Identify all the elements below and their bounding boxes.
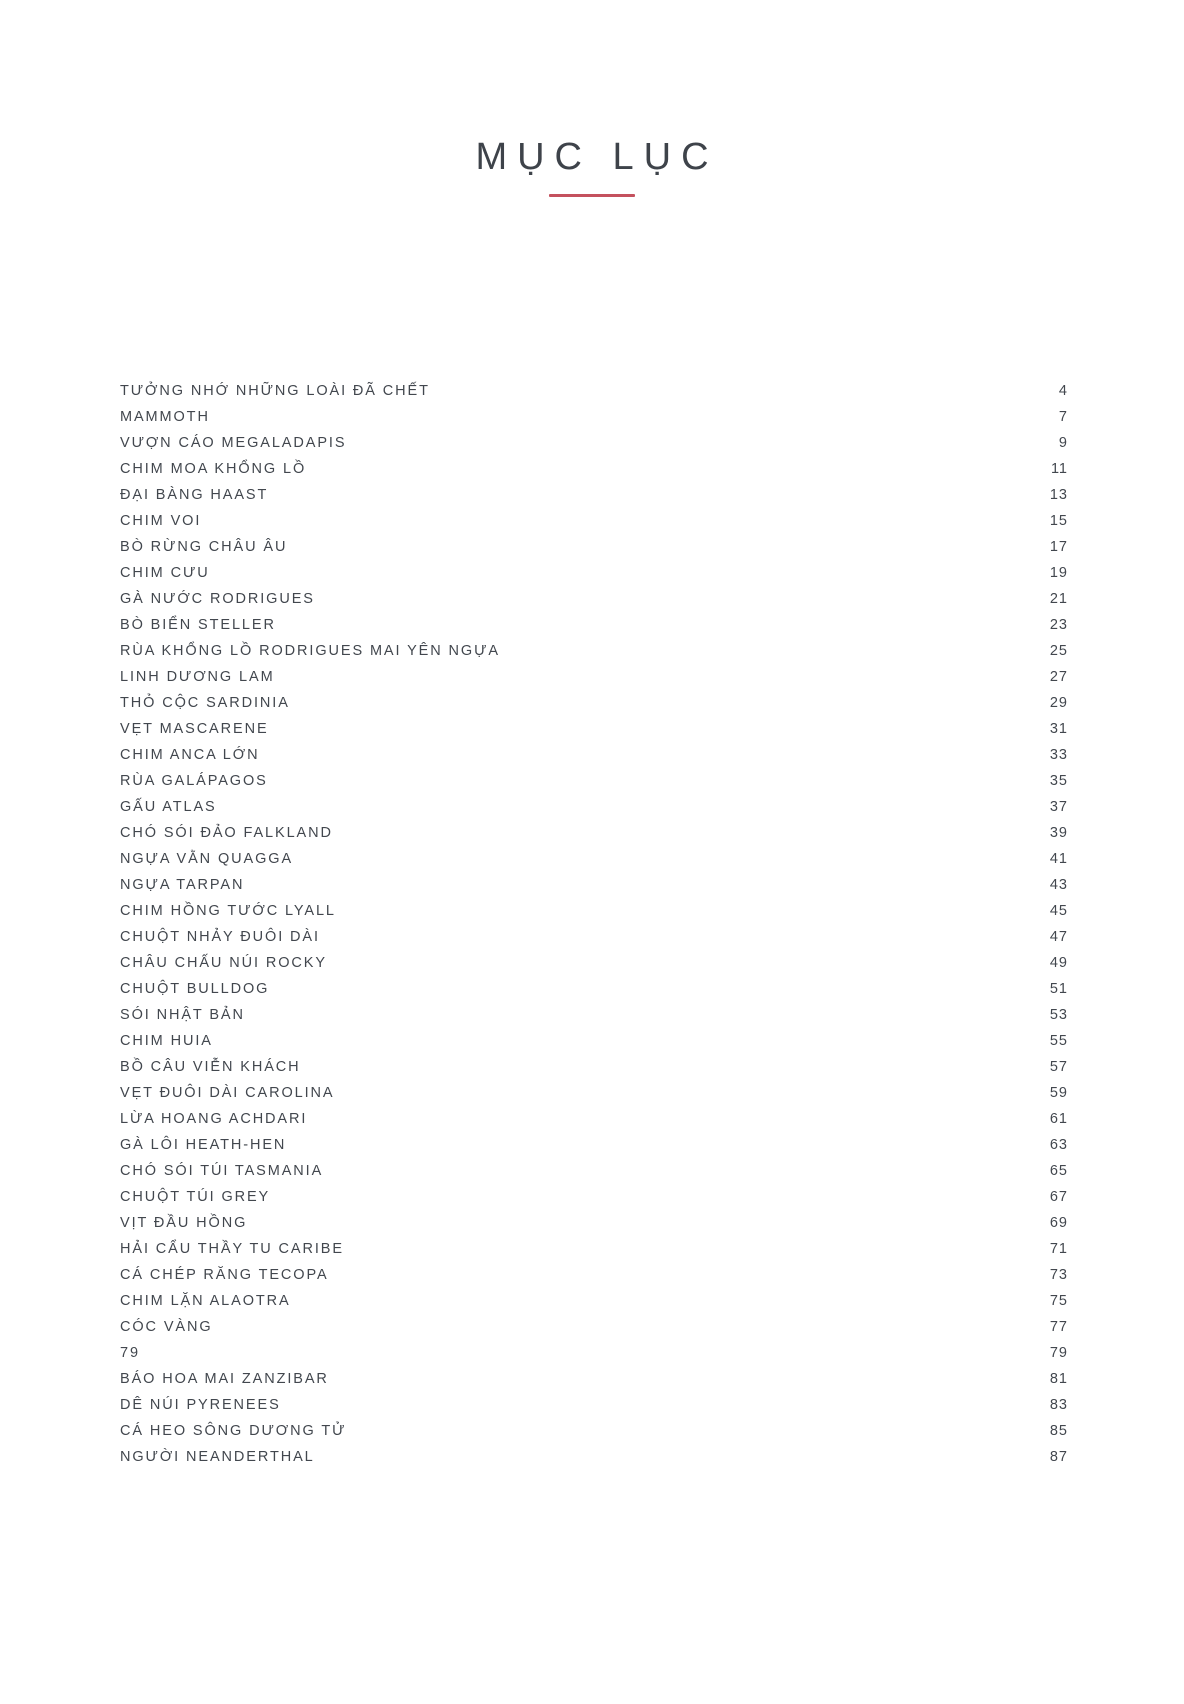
- toc-entry-page: 49: [1049, 955, 1068, 971]
- toc-entry-page: 77: [1049, 1319, 1068, 1335]
- toc-row: [120, 1210, 1068, 1236]
- toc-row: [120, 586, 1068, 612]
- toc-row: [120, 1444, 1068, 1470]
- toc-row: [120, 560, 1068, 586]
- toc-entry-label: CÁ CHÉP RĂNG TECOPA: [120, 1267, 329, 1283]
- toc-row: [120, 456, 1068, 482]
- toc-entry-label: CHÂU CHẤU NÚI ROCKY: [120, 955, 327, 971]
- page-header: [0, 138, 1184, 197]
- toc-entry-page: 19: [1049, 565, 1068, 581]
- toc-entry-page: 13: [1049, 487, 1068, 503]
- toc-row: [120, 664, 1068, 690]
- toc-entry-label: GẤU ATLAS: [120, 799, 217, 815]
- toc-entry-label: NGỰA VẰN QUAGGA: [120, 851, 294, 867]
- toc-entry-page: 63: [1049, 1137, 1068, 1153]
- toc-entry-page: 43: [1049, 877, 1068, 893]
- toc-row: [120, 1080, 1068, 1106]
- toc-row: [120, 508, 1068, 534]
- toc-entry-label: VẸT MASCARENE: [120, 721, 269, 737]
- toc-entry-page: 85: [1049, 1423, 1068, 1439]
- toc-entry-page: 15: [1049, 513, 1068, 529]
- toc-entry-page: 7: [1058, 409, 1068, 425]
- toc-row: [120, 404, 1068, 430]
- toc-row: [120, 1132, 1068, 1158]
- toc-row: [120, 638, 1068, 664]
- toc-row: [120, 1366, 1068, 1392]
- toc-entry-label: SÓI NHẬT BẢN: [120, 1007, 245, 1023]
- toc-entry-page: 67: [1049, 1189, 1068, 1205]
- toc-row: [120, 690, 1068, 716]
- toc-entry-page: 11: [1050, 461, 1068, 477]
- toc-row: [120, 1418, 1068, 1444]
- toc-row: [120, 1106, 1068, 1132]
- toc-entry-label: TƯỞNG NHỚ NHỮNG LOÀI ĐÃ CHẾT: [120, 383, 430, 399]
- toc-row: [120, 1262, 1068, 1288]
- toc-row: [120, 846, 1068, 872]
- toc-entry-page: 17: [1049, 539, 1068, 555]
- toc-entry-page: 61: [1049, 1111, 1068, 1127]
- toc-entry-label: MAMMOTH: [120, 409, 210, 425]
- toc-row: [120, 1392, 1068, 1418]
- toc-entry-label: LINH DƯƠNG LAM: [120, 669, 275, 685]
- toc-entry-label: VƯỢN CÁO MEGALADAPIS: [120, 435, 347, 451]
- toc-row: [120, 872, 1068, 898]
- toc-row: [120, 1028, 1068, 1054]
- toc-row: [120, 768, 1068, 794]
- toc-row: [120, 378, 1068, 404]
- toc-row: [120, 1288, 1068, 1314]
- toc-row: [120, 1184, 1068, 1210]
- toc-entry-label: CHUỘT TÚI GREY: [120, 1189, 271, 1205]
- toc-entry-page: 4: [1058, 383, 1068, 399]
- toc-entry-page: 53: [1049, 1007, 1068, 1023]
- toc-entry-label: LỪA HOANG ACHDARI: [120, 1111, 308, 1127]
- toc-entry-label: BÁO HOA MAI ZANZIBAR: [120, 1371, 329, 1387]
- toc-entry-label: DÊ NÚI PYRENEES: [120, 1397, 281, 1413]
- toc-entry-page: 29: [1049, 695, 1068, 711]
- toc-entry-page: 45: [1049, 903, 1068, 919]
- toc-entry-page: 41: [1049, 851, 1068, 867]
- toc-entry-label: ĐẠI BÀNG HAAST: [120, 487, 269, 503]
- toc-entry-page: 37: [1049, 799, 1068, 815]
- toc-entry-label: BÒ BIỂN STELLER: [120, 617, 276, 633]
- toc-row: [120, 1314, 1068, 1340]
- toc-entry-label: CHIM ANCA LỚN: [120, 747, 260, 763]
- toc-entry-label: CHIM LẶN ALAOTRA: [120, 1293, 291, 1309]
- toc-entry-label: VẸT ĐUÔI DÀI CAROLINA: [120, 1085, 335, 1101]
- toc-entry-page: 39: [1049, 825, 1068, 841]
- toc-entry-label: BÒ RỪNG CHÂU ÂU: [120, 539, 288, 555]
- toc-row: [120, 430, 1068, 456]
- toc-row: [120, 950, 1068, 976]
- toc-row: [120, 1002, 1068, 1028]
- toc-row: [120, 742, 1068, 768]
- toc-entry-label: CHIM MOA KHỔNG LỒ: [120, 461, 307, 477]
- toc-entry-page: 27: [1049, 669, 1068, 685]
- toc-entry-label: CHIM HUIA: [120, 1033, 213, 1049]
- title-underline-rule: [549, 194, 635, 197]
- toc-entry-page: 25: [1049, 643, 1068, 659]
- toc-row: [120, 976, 1068, 1002]
- toc-entry-label: CHIM CƯU: [120, 565, 210, 581]
- toc-entry-label: CÓC VÀNG: [120, 1319, 213, 1335]
- toc-entry-page: 33: [1049, 747, 1068, 763]
- toc-entry-page: 35: [1049, 773, 1068, 789]
- toc-entry-label: CHÓ SÓI ĐẢO FALKLAND: [120, 825, 333, 841]
- toc-entry-page: 9: [1058, 435, 1068, 451]
- toc-entry-label: NGỰA TARPAN: [120, 877, 245, 893]
- toc-row: [120, 898, 1068, 924]
- toc-row: [120, 1158, 1068, 1184]
- toc-row: [120, 1054, 1068, 1080]
- toc-entry-page: 55: [1049, 1033, 1068, 1049]
- toc-entry-page: 73: [1049, 1267, 1068, 1283]
- toc-entry-label: RÙA GALÁPAGOS: [120, 773, 268, 789]
- toc-entry-page: 75: [1049, 1293, 1068, 1309]
- toc-entry-label: THỎ CỘC SARDINIA: [120, 695, 290, 711]
- toc-entry-page: 83: [1049, 1397, 1068, 1413]
- toc-row: [120, 924, 1068, 950]
- toc-entry-label: NGƯỜI NEANDERTHAL: [120, 1449, 315, 1465]
- toc-entry-label: GÀ LÔI HEATH-HEN: [120, 1137, 287, 1153]
- toc-entry-page: 59: [1049, 1085, 1068, 1101]
- toc-entry-label: BỒ CÂU VIỄN KHÁCH: [120, 1059, 301, 1075]
- toc-row: [120, 794, 1068, 820]
- toc-entry-label: VỊT ĐẦU HỒNG: [120, 1215, 248, 1231]
- toc-row: [120, 612, 1068, 638]
- toc-entry-label: CHIM HỒNG TƯỚC LYALL: [120, 903, 336, 919]
- toc-row: [120, 716, 1068, 742]
- toc-row: [120, 820, 1068, 846]
- toc-entry-label: CHÓ SÓI TÚI TASMANIA: [120, 1163, 324, 1179]
- toc-entry-label: RÙA KHỔNG LỒ RODRIGUES MAI YÊN NGỰA: [120, 643, 500, 659]
- toc-row: [120, 482, 1068, 508]
- toc-entry-page: 57: [1049, 1059, 1068, 1075]
- toc-entry-page: 79: [1049, 1345, 1068, 1361]
- toc-entry-label: CHIM VOI: [120, 513, 202, 529]
- toc-entry-page: 23: [1049, 617, 1068, 633]
- toc-entry-label: HẢI CẨU THẦY TU CARIBE: [120, 1241, 344, 1257]
- toc-entry-label: CÁ HEO SÔNG DƯƠNG TỬ: [120, 1423, 347, 1439]
- toc-entry-page: 87: [1049, 1449, 1068, 1465]
- toc-entry-page: 47: [1049, 929, 1068, 945]
- toc-entry-label: GÀ NƯỚC RODRIGUES: [120, 591, 315, 607]
- toc-entry-page: 51: [1049, 981, 1068, 997]
- toc-entry-page: 71: [1049, 1241, 1068, 1257]
- toc-entry-page: 69: [1049, 1215, 1068, 1231]
- toc-row: [120, 534, 1068, 560]
- toc-entry-label: CHUỘT NHẢY ĐUÔI DÀI: [120, 929, 320, 945]
- toc-entry-page: 21: [1049, 591, 1068, 607]
- toc-entry-page: 31: [1049, 721, 1068, 737]
- toc-entry-page: 81: [1049, 1371, 1068, 1387]
- table-of-contents: [120, 378, 1068, 1470]
- toc-row: [120, 1236, 1068, 1262]
- toc-entry-label: 79: [120, 1345, 140, 1361]
- toc-entry-label: CHUỘT BULLDOG: [120, 981, 270, 997]
- toc-entry-page: 65: [1049, 1163, 1068, 1179]
- page-title: MỤC LỤC: [475, 136, 719, 178]
- toc-row: [120, 1340, 1068, 1366]
